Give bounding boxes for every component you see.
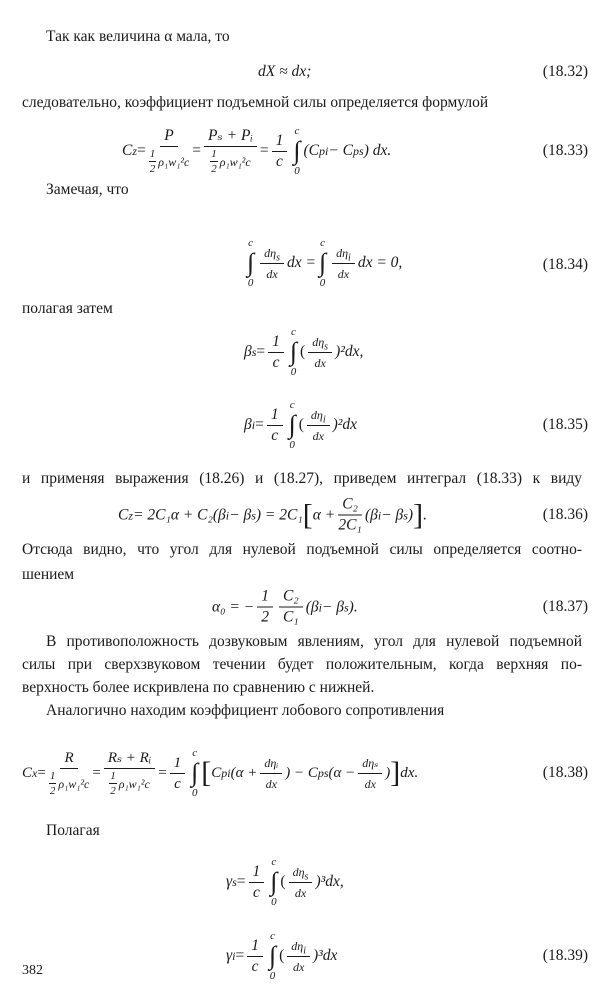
math-fragment: c	[276, 152, 283, 170]
math-group	[287, 937, 310, 957]
fraction	[268, 333, 284, 372]
math-group	[332, 244, 355, 264]
math-fragment: dx	[314, 355, 326, 370]
fraction	[49, 749, 90, 797]
paragraph-line: шением	[22, 566, 75, 583]
equation-18-37: α₀ = − $\frac{1}{2}$ C₂ C₁ (β i − β s ).	[212, 587, 358, 626]
math-fragment: c	[192, 747, 198, 759]
equation-number: (18.33)	[542, 142, 588, 159]
math-group	[307, 406, 330, 426]
math-fragment: 1	[247, 937, 263, 957]
equation-18-38-row	[22, 747, 588, 799]
math-fragment: dx =	[286, 254, 316, 271]
paragraph-line: В противоположность дозвуковым явлениям, угол для нулевой подъемной	[46, 633, 582, 650]
math-group	[269, 930, 276, 982]
fraction	[210, 148, 218, 175]
math-fragment: ρ₁w₁²c	[58, 776, 90, 791]
math-fragment: R	[60, 749, 77, 769]
math-fragment: c	[174, 775, 181, 792]
math-fragment: α +	[312, 506, 336, 523]
math-fragment: c	[248, 237, 253, 249]
math-fragment: Rₛ + Rᵢ	[104, 749, 155, 769]
math-fragment: ∫	[268, 941, 277, 970]
fraction	[358, 754, 382, 793]
math-fragment: 2	[49, 785, 56, 797]
math-fragment: 2C₁	[338, 516, 362, 534]
math-fragment: 1	[249, 863, 265, 883]
math-fragment: ]	[390, 756, 401, 789]
math-fragment: (	[298, 416, 304, 433]
math-group	[247, 237, 254, 289]
fraction	[307, 406, 330, 445]
math-group	[319, 237, 326, 289]
paragraph-line: верхность более искривлена по сравнению с нижней.	[22, 679, 375, 696]
math-fragment: ∫	[289, 337, 298, 366]
math-fragment: c	[252, 883, 260, 901]
math-fragment: dx.	[400, 765, 419, 781]
math-fragment: ).	[348, 598, 358, 615]
equation-18-39-i: γ i = $\frac{1}{c}$ c ∫ 0 ( $d\eta_i$ dx )³dx	[226, 930, 338, 982]
math-fragment: ρ₁w₁²c	[158, 154, 190, 169]
math-fragment: ∫	[191, 758, 199, 787]
math-fragment: c	[289, 399, 295, 411]
math-fragment: )	[385, 765, 391, 781]
math-fragment: =	[235, 947, 245, 964]
math-fragment: dx	[292, 959, 305, 974]
math-fragment: = 2C₁α + C₂(β	[133, 506, 226, 523]
math-group	[308, 333, 332, 353]
math-fragment: 1	[170, 754, 186, 774]
math-fragment: C₂	[279, 588, 303, 608]
paragraph-line: и применяя выражения (18.26) и (18.27), приведем интеграл (18.33) к виду	[22, 470, 582, 487]
math-fragment: c	[320, 237, 325, 249]
fraction	[109, 770, 117, 797]
math-fragment: .	[423, 506, 427, 523]
math-fragment: 1	[110, 770, 116, 782]
paragraph-line: Аналогично находим коэффициент лобового сопротивления	[46, 702, 445, 719]
math-fragment: )²dx	[332, 416, 358, 433]
math-fragment: (α −	[328, 765, 356, 781]
math-group	[270, 856, 277, 908]
math-fragment: dx = 0,	[357, 254, 403, 271]
math-fragment: 0	[319, 277, 326, 289]
equation-number: (18.35)	[542, 416, 588, 433]
math-fragment: dη	[264, 245, 277, 260]
math-fragment: ) = 2C₁	[255, 506, 303, 523]
fraction	[149, 148, 157, 175]
math-fragment: P	[160, 127, 177, 147]
math-fragment: 0	[271, 896, 277, 908]
equation-18-36: C z = 2C₁α + C₂(β i − β s ) = 2C₁ [ α + $\frac{\text{C₂}}{\text{2C₁}}$ (β i − β s ) ] .	[118, 495, 427, 534]
math-group	[49, 769, 90, 797]
fraction	[279, 588, 303, 627]
math-fragment: =	[259, 142, 269, 159]
math-group	[210, 147, 251, 175]
math-fragment: c	[270, 930, 275, 942]
integral-sign	[293, 125, 300, 177]
math-fragment: ∫	[293, 136, 301, 165]
math-fragment: α₀ = −	[212, 598, 255, 615]
math-group	[289, 399, 296, 451]
math-fragment: 0	[269, 970, 276, 982]
fraction	[49, 770, 57, 797]
fraction	[249, 863, 265, 902]
math-fragment: 1	[267, 406, 283, 426]
math-fragment: 1	[49, 770, 56, 782]
math-fragment: c	[291, 326, 296, 338]
equation-18-35-i: β i = $\frac{1}{c}$ c ∫ 0 ( $d\eta_i$ dx )²dx	[244, 399, 358, 451]
equation-18-35-s: β s = $\frac{1}{c}$ c ∫ 0 ( $d\eta_s$ dx )²dx,	[244, 326, 364, 378]
equation-18-39-s: γ s = $\frac{1}{c}$ c ∫ 0 ( $d\eta_s$ dx )³dx,	[226, 856, 344, 908]
math-fragment: C₂	[338, 496, 362, 516]
math-fragment: c	[271, 426, 279, 444]
fraction	[332, 244, 355, 283]
math-fragment: c	[271, 856, 277, 868]
math-fragment: (α +	[230, 765, 258, 781]
math-fragment: ∫	[288, 410, 296, 439]
math-fragment: =	[37, 765, 46, 781]
math-fragment: β	[244, 416, 252, 433]
math-fragment: 2	[211, 163, 217, 175]
math-fragment: =	[92, 765, 101, 781]
equation-18-34	[244, 237, 402, 289]
paragraph-line: Так как величина α мала, то	[46, 28, 230, 45]
math-fragment: 2	[149, 163, 156, 175]
math-fragment: )	[407, 506, 414, 523]
math-fragment: C	[22, 765, 33, 781]
math-fragment: dx	[266, 266, 278, 281]
math-fragment: s	[304, 870, 309, 882]
math-fragment: i	[322, 413, 326, 425]
equation-number: (18.34)	[542, 256, 588, 273]
fraction	[247, 937, 263, 976]
math-fragment: 2	[261, 608, 269, 626]
math-group	[149, 147, 190, 175]
math-fragment: dη	[292, 864, 305, 879]
math-fragment: dx	[294, 885, 307, 900]
paragraph-line: Полагая	[46, 822, 100, 839]
math-fragment: dη	[336, 245, 349, 260]
fraction	[204, 127, 257, 175]
math-fragment: 0	[191, 787, 198, 799]
math-fragment: − β	[229, 506, 252, 523]
math-fragment: (β	[364, 506, 378, 523]
equation-18-33: C z = P 1 2 ρ₁w₁²c = Pₛ + Pᵢ 1 2 ρ₁w₁²c = $\frac{1}{c}$ c ∫ 0 (C pi − C ps ) dx.	[122, 125, 392, 177]
math-fragment: )³dx	[312, 947, 338, 964]
math-fragment: ) − C	[285, 765, 318, 781]
math-group	[290, 326, 297, 378]
math-fragment: )²dx,	[335, 343, 364, 360]
paragraph-line: следовательно, коэффициент подъемной силы определяется формулой	[22, 94, 489, 111]
math-fragment: 0	[247, 277, 254, 289]
equation-18-38: C x = R 1 2 ρ₁w₁²c = Rₛ + Rᵢ 1 2 ρ₁w₁²c = $\frac{1}{c}$ c ∫ 0 [ C pi (α + dηᵢ dx ) − C ps (α − dηₛ dx ) ] dx.	[22, 747, 419, 799]
math-fragment: =	[256, 343, 266, 360]
math-fragment: C	[211, 765, 222, 781]
math-fragment: s	[276, 251, 280, 263]
math-fragment: γ	[226, 947, 233, 964]
fraction	[272, 132, 288, 171]
math-fragment: ρ₁w₁²c	[219, 154, 251, 169]
math-fragment: c	[272, 353, 280, 371]
math-fragment: (	[279, 947, 285, 964]
math-fragment: dx	[265, 776, 277, 791]
math-fragment: ]	[413, 498, 424, 531]
math-fragment: − β	[321, 598, 344, 615]
equation-number: (18.32)	[542, 63, 588, 80]
math-fragment: C	[118, 506, 129, 523]
equation-body: dX ≈ dx;	[258, 63, 312, 80]
math-group	[289, 863, 313, 883]
fraction	[257, 588, 273, 627]
math-fragment: 1	[149, 148, 156, 160]
math-fragment: (C	[303, 142, 319, 159]
math-fragment: (β	[305, 598, 319, 615]
paragraph-line: Замечая, что	[46, 181, 129, 198]
math-fragment: =	[158, 765, 167, 781]
fraction	[104, 749, 155, 797]
math-fragment: 1	[211, 148, 217, 160]
math-fragment: c	[251, 957, 259, 975]
math-fragment: dx	[312, 428, 324, 443]
math-fragment: 1	[272, 132, 288, 152]
math-fragment: dη	[312, 334, 325, 349]
math-fragment: ) dx.	[363, 142, 392, 159]
math-fragment: 1	[257, 588, 273, 608]
math-fragment: 0	[290, 366, 297, 378]
fraction	[267, 406, 283, 445]
math-fragment: =	[137, 142, 146, 159]
math-fragment: [	[302, 498, 313, 531]
math-fragment: − C	[328, 142, 354, 159]
math-group	[191, 747, 198, 799]
fraction	[308, 333, 332, 372]
math-fragment: dx	[337, 266, 350, 281]
fraction	[170, 754, 186, 793]
math-fragment: [	[201, 756, 212, 789]
math-fragment: dx	[364, 776, 376, 791]
equation-18-32	[258, 63, 311, 81]
math-fragment: dηᵢ	[260, 754, 282, 774]
math-fragment: =	[192, 142, 202, 159]
math-fragment: )³dx,	[315, 873, 344, 890]
math-fragment: 0	[289, 439, 295, 451]
math-fragment: − β	[381, 506, 404, 523]
math-fragment: dη	[291, 938, 304, 953]
equation-number: (18.38)	[542, 764, 588, 781]
math-fragment: 2	[110, 785, 116, 797]
fraction	[287, 937, 310, 976]
math-fragment: ρ₁w₁²c	[118, 776, 150, 791]
math-fragment: (	[280, 873, 286, 890]
fraction	[260, 244, 284, 283]
fraction	[260, 754, 282, 793]
math-fragment: i	[348, 251, 351, 263]
math-fragment: γ	[226, 873, 233, 890]
math-fragment: =	[236, 873, 246, 890]
math-fragment: c	[294, 125, 300, 137]
math-group	[260, 244, 284, 264]
math-fragment: Pₛ + Pᵢ	[204, 127, 257, 147]
paragraph-line: силы при сверхзвуковом течении будет положительным, когда верхняя по-	[22, 656, 582, 673]
math-fragment: dηₛ	[358, 754, 382, 774]
fraction	[149, 127, 190, 175]
math-fragment: C	[122, 142, 133, 159]
math-fragment: dη	[310, 407, 323, 422]
paragraph-line: Отсюда видно, что угол для нулевой подъемной силы определяется соотно-	[22, 541, 582, 558]
math-fragment: ∫	[247, 248, 255, 277]
fraction	[289, 863, 313, 902]
math-fragment: i	[303, 944, 306, 956]
equation-number: (18.39)	[542, 947, 588, 964]
math-fragment: (	[300, 343, 306, 360]
math-fragment: 1	[268, 333, 284, 353]
math-fragment: =	[255, 416, 264, 433]
math-fragment: β	[244, 343, 252, 360]
math-fragment: ∫	[318, 248, 327, 277]
math-fragment: 0	[294, 165, 300, 177]
math-fragment: s	[324, 340, 329, 352]
math-fragment: ∫	[270, 867, 278, 896]
math-group	[109, 769, 150, 797]
equation-number: (18.36)	[542, 506, 588, 523]
math-fragment: C₁	[282, 608, 299, 626]
page-number: 382	[22, 963, 43, 978]
equation-number: (18.37)	[542, 598, 588, 615]
fraction	[338, 496, 362, 535]
paragraph-line: полагая затем	[22, 300, 113, 317]
